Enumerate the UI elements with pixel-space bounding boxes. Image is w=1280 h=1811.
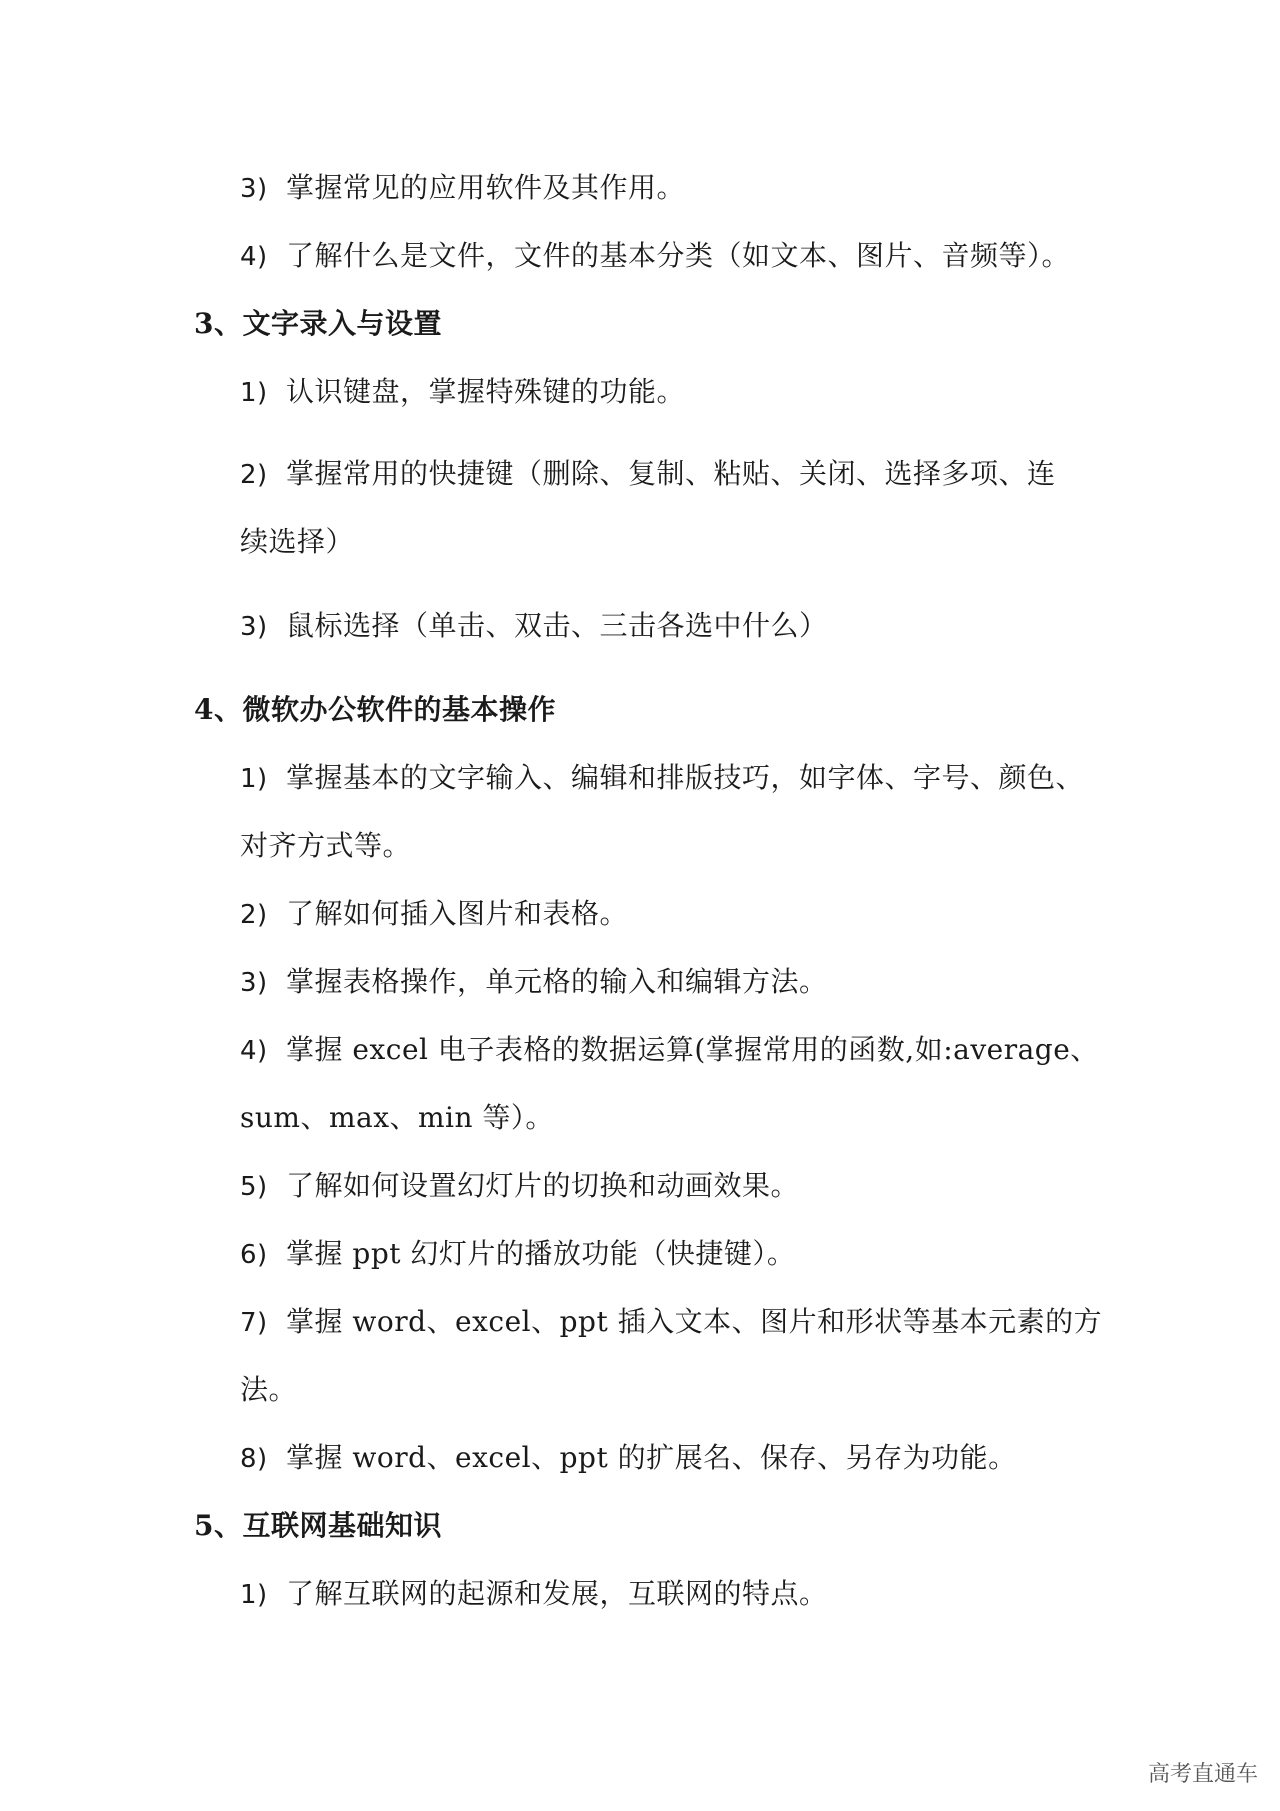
item-number: 4) xyxy=(240,242,268,272)
item-number: 1) xyxy=(240,1580,268,1610)
item-text: 掌握常用的快捷键（删除、复制、粘贴、关闭、选择多项、连 xyxy=(286,457,1056,490)
list-item xyxy=(240,1236,795,1273)
list-item xyxy=(240,1168,799,1205)
item-number: 7) xyxy=(240,1308,268,1338)
section-heading: 3、文字录入与设置 xyxy=(194,307,442,340)
item-number: 3) xyxy=(240,968,268,998)
item-text: 掌握 ppt 幻灯片的播放功能（快捷键）。 xyxy=(286,1237,796,1270)
watermark: 高考直通车 xyxy=(1147,1762,1258,1787)
list-item xyxy=(240,964,828,1001)
list-item xyxy=(240,896,628,933)
list-item-continuation: 法。 xyxy=(240,1373,298,1406)
item-text: 了解如何设置幻灯片的切换和动画效果。 xyxy=(286,1169,800,1202)
list-item xyxy=(240,456,1056,493)
item-number: 2) xyxy=(240,900,268,930)
item-text: 掌握基本的文字输入、编辑和排版技巧，如字体、字号、颜色、 xyxy=(286,761,1085,794)
item-text: 认识键盘，掌握特殊键的功能。 xyxy=(286,375,686,408)
item-number: 2) xyxy=(240,460,268,490)
list-item xyxy=(240,1304,1102,1341)
item-number: 6) xyxy=(240,1240,268,1270)
item-text: 了解什么是文件，文件的基本分类（如文本、图片、音频等）。 xyxy=(286,239,1071,272)
item-number: 4) xyxy=(240,1036,268,1066)
item-number: 3) xyxy=(240,612,268,642)
item-text: 掌握 excel 电子表格的数据运算(掌握常用的函数,如:average、 xyxy=(286,1033,1099,1066)
item-number: 8) xyxy=(240,1444,268,1474)
list-item-continuation: 续选择） xyxy=(240,525,355,558)
item-number: 1) xyxy=(240,378,268,408)
item-text: 鼠标选择（单击、双击、三击各选中什么） xyxy=(286,609,828,642)
list-item xyxy=(240,608,828,645)
list-item xyxy=(240,1576,828,1613)
list-item-continuation: 对齐方式等。 xyxy=(240,829,412,862)
list-item xyxy=(240,170,685,207)
list-item xyxy=(240,1440,1017,1477)
item-text: 掌握常见的应用软件及其作用。 xyxy=(286,171,686,204)
list-item xyxy=(240,760,1084,797)
item-number: 5) xyxy=(240,1172,268,1202)
item-number: 3) xyxy=(240,174,268,204)
list-item xyxy=(240,238,1070,275)
item-text: 了解互联网的起源和发展，互联网的特点。 xyxy=(286,1577,828,1610)
list-item-continuation: sum、max、min 等）。 xyxy=(240,1101,554,1134)
list-item xyxy=(240,1032,1099,1069)
item-text: 掌握表格操作，单元格的输入和编辑方法。 xyxy=(286,965,828,998)
section-heading: 5、互联网基础知识 xyxy=(194,1509,442,1542)
item-number: 1) xyxy=(240,764,268,794)
item-text: 掌握 word、excel、ppt 插入文本、图片和形状等基本元素的方 xyxy=(286,1305,1103,1338)
item-text: 掌握 word、excel、ppt 的扩展名、保存、另存为功能。 xyxy=(286,1441,1017,1474)
list-item xyxy=(240,374,685,411)
item-text: 了解如何插入图片和表格。 xyxy=(286,897,629,930)
section-heading: 4、微软办公软件的基本操作 xyxy=(194,693,556,726)
